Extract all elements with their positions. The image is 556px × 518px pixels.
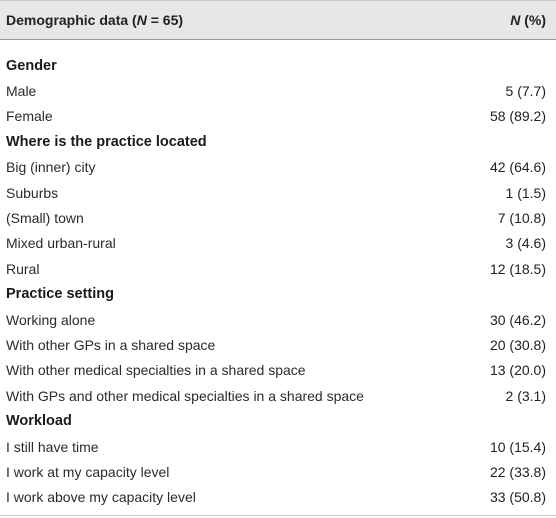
table-row [0,307,556,332]
section-heading: Workload [6,413,72,430]
table-row [0,358,556,383]
row-value: 20 (30.8) [489,336,546,353]
row-value: 5 (7.7) [505,83,546,100]
row-value: 1 (1.5) [505,184,546,201]
row-label: Mixed urban-rural [6,235,116,252]
table-body [0,40,556,510]
table-row [0,383,556,408]
table-header [0,0,556,40]
row-value: 3 (4.6) [505,235,546,252]
table-row [0,231,556,256]
row-value: 7 (10.8) [497,210,546,227]
table-row [0,459,556,484]
row-label: With other GPs in a shared space [6,336,216,353]
table-row [0,78,556,103]
row-label: With GPs and other medical specialties in a shared space [6,387,364,404]
table-row [0,485,556,510]
row-label: Rural [6,260,40,277]
row-label: Big (inner) city [6,159,96,176]
row-label: (Small) town [6,210,84,227]
row-label: With other medical specialties in a shared space [6,362,306,379]
header-demographic-data: Demographic data (N = 65) [6,12,184,28]
table-row [0,104,556,129]
row-value: 33 (50.8) [489,489,546,506]
row-value: 42 (64.6) [489,159,546,176]
table-row [0,332,556,357]
row-label: Working alone [6,311,96,328]
section-heading: Where is the practice located [6,133,207,150]
row-value: 58 (89.2) [489,108,546,125]
row-label: Suburbs [6,184,59,201]
row-value: 13 (20.0) [489,362,546,379]
section-heading: Gender [6,57,57,74]
table-row [0,180,556,205]
row-label: Female [6,108,53,125]
table-row [0,434,556,459]
row-label: Male [6,83,37,100]
bottom-rule [0,515,556,516]
row-label: I still have time [6,438,99,455]
table-row [0,155,556,180]
row-value: 10 (15.4) [489,438,546,455]
row-label: I work at my capacity level [6,463,170,480]
header-n-percent: N (%) [510,12,546,28]
row-label: I work above my capacity level [6,489,196,506]
row-value: 2 (3.1) [505,387,546,404]
row-value: 30 (46.2) [489,311,546,328]
table-row [0,205,556,230]
table-row [0,256,556,281]
row-value: 12 (18.5) [489,260,546,277]
section-heading: Practice setting [6,286,114,303]
row-value: 22 (33.8) [489,463,546,480]
